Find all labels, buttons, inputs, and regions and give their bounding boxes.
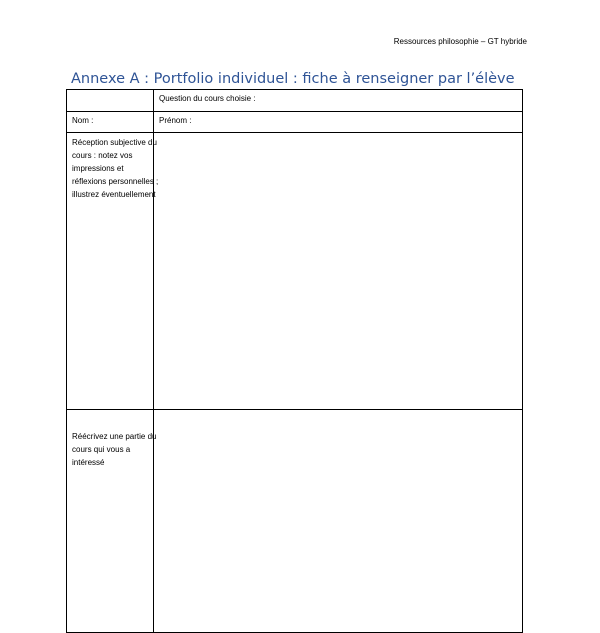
question-cell[interactable] — [154, 90, 523, 112]
document-title: Annexe A : Portfolio individuel : fiche à renseigner par l’élève — [71, 71, 515, 87]
table-row — [67, 133, 523, 410]
prenom-label: Prénom : — [159, 116, 192, 125]
portfolio-table — [66, 89, 523, 633]
rewrite-label: Réécrivez une partie du cours qui vous a intéressé — [72, 432, 157, 467]
nom-cell[interactable] — [67, 112, 154, 133]
empty-cell — [67, 90, 154, 112]
reception-label-cell — [67, 133, 159, 410]
table-row — [67, 90, 523, 112]
question-label: Question du cours choisie : — [159, 94, 256, 103]
reception-label: Réception subjective du cours : notez vos impressions et réflexions personnelles ; illustrez éventuellement — [72, 138, 159, 199]
table-row — [67, 112, 523, 133]
nom-label: Nom : — [72, 116, 94, 125]
header-note: Ressources philosophie – GT hybride — [393, 37, 527, 46]
prenom-cell[interactable] — [154, 112, 523, 133]
rewrite-label-cell — [67, 410, 157, 633]
table-row — [67, 410, 523, 633]
rewrite-answer-cell[interactable] — [154, 410, 523, 633]
reception-answer-cell[interactable] — [154, 133, 523, 410]
